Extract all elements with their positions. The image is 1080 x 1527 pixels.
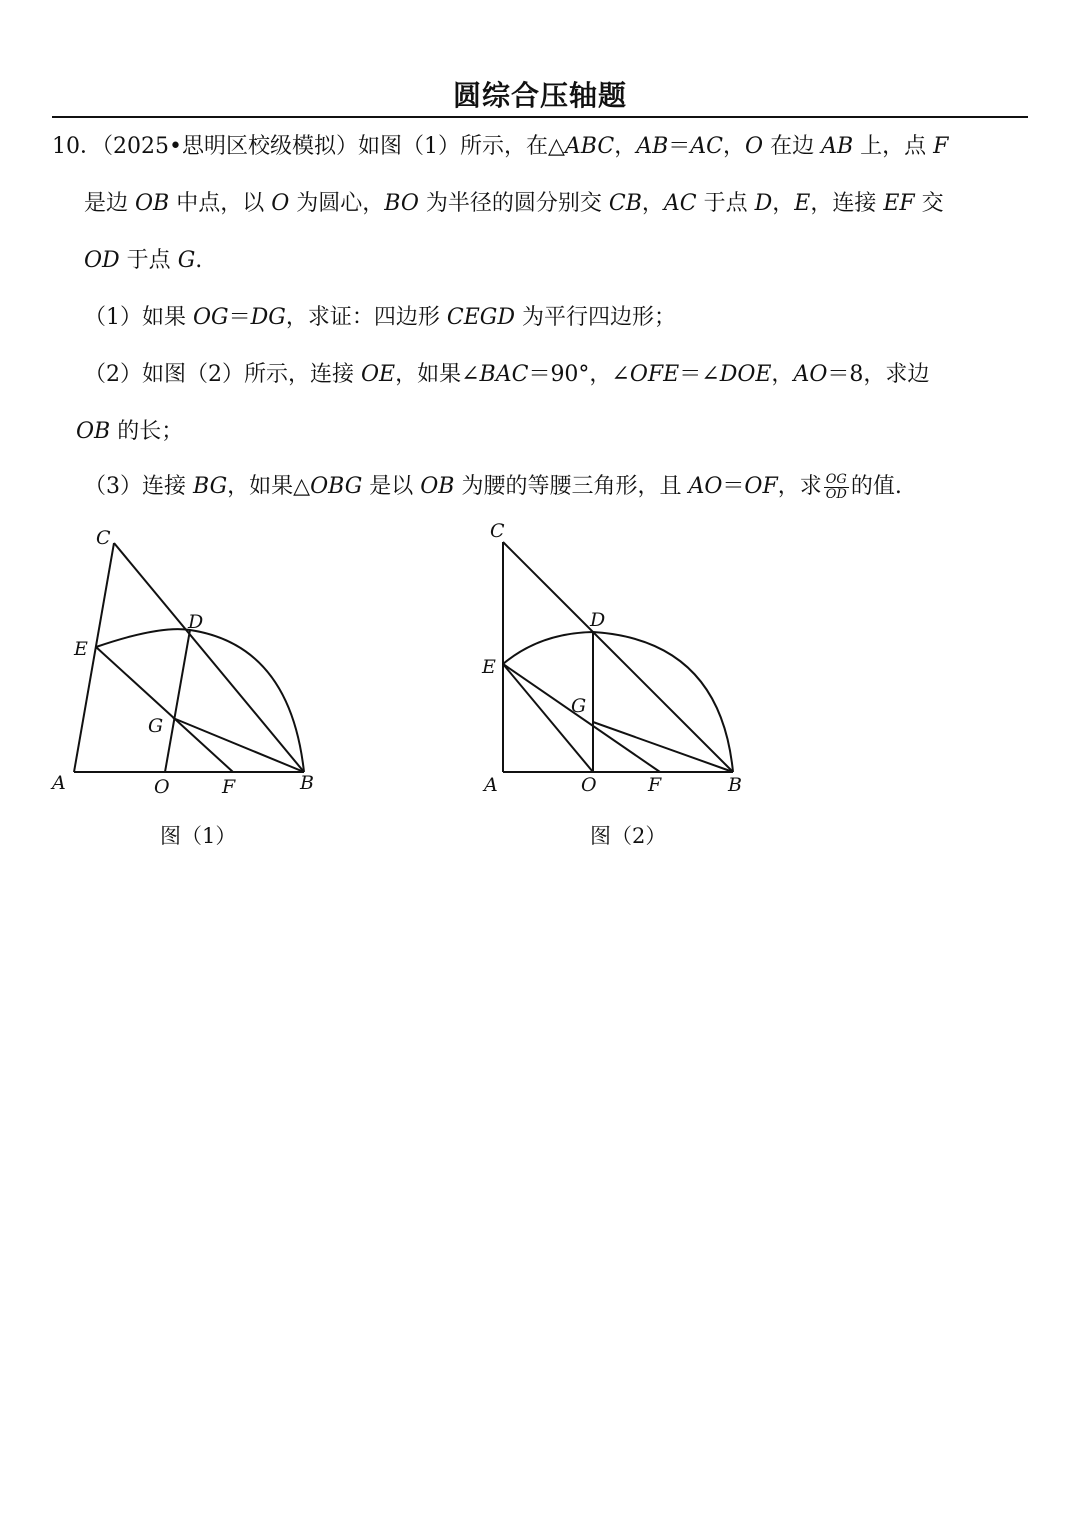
label-g: G	[571, 695, 587, 717]
segment-od	[165, 630, 190, 772]
title-divider	[52, 116, 1028, 118]
label-f: F	[648, 774, 662, 796]
label-g: G	[148, 715, 164, 737]
label-a: A	[52, 772, 66, 794]
label-e: E	[74, 638, 88, 660]
label-c: C	[96, 527, 111, 549]
label-b: B	[728, 774, 742, 796]
problem-line-1: 10．（2025•思明区校级模拟）如图（1）所示，在△ABC，AB＝AC，O 在边 AB 上，点 F	[52, 134, 949, 159]
question-1: （1）如果 OG＝DG，求证：四边形 CEGD 为平行四边形；	[84, 305, 676, 330]
figure-2	[470, 515, 770, 809]
segment-gb	[173, 718, 304, 772]
segment-cb	[114, 543, 304, 772]
figure-1-caption: 图（1）	[160, 824, 237, 848]
segment-ef	[96, 647, 233, 772]
label-c: C	[490, 520, 505, 542]
question-3: （3）连接 BG，如果△OBG 是以 OB 为腰的等腰三角形，且 AO＝OF，求 $\frac{OG}{OD}$ 的值.	[84, 471, 902, 502]
figure-1	[40, 515, 340, 809]
segment-ef	[503, 664, 660, 772]
segment-cb	[503, 542, 733, 772]
question-2-continued: OB 的长；	[76, 419, 184, 444]
label-e: E	[482, 656, 496, 678]
label-o: O	[154, 776, 170, 798]
page-title: 圆综合压轴题	[452, 79, 627, 112]
label-d: D	[590, 609, 606, 631]
fraction-og-over-od: $\frac{OG}{OD}$	[825, 471, 847, 502]
label-a: A	[484, 774, 498, 796]
label-o: O	[581, 774, 597, 796]
figure-1-diagram	[40, 515, 340, 805]
arc-circle-o	[503, 632, 733, 772]
label-f: F	[222, 776, 236, 798]
label-b: B	[300, 772, 314, 794]
label-d: D	[188, 611, 204, 633]
segment-gb	[593, 722, 733, 772]
question-2: （2）如图（2）所示，连接 OE，如果∠BAC＝90°，∠OFE＝∠DOE，AO＝8，求边	[84, 362, 930, 387]
arc-circle-o	[96, 629, 304, 772]
problem-line-3: OD 于点 G.	[84, 248, 203, 273]
figure-2-diagram	[470, 515, 770, 805]
figure-2-caption: 图（2）	[590, 824, 667, 848]
segment-oe	[503, 664, 593, 772]
problem-line-2: 是边 OB 中点，以 O 为圆心，BO 为半径的圆分别交 CB，AC 于点 D，E，连接 EF 交	[84, 191, 944, 216]
